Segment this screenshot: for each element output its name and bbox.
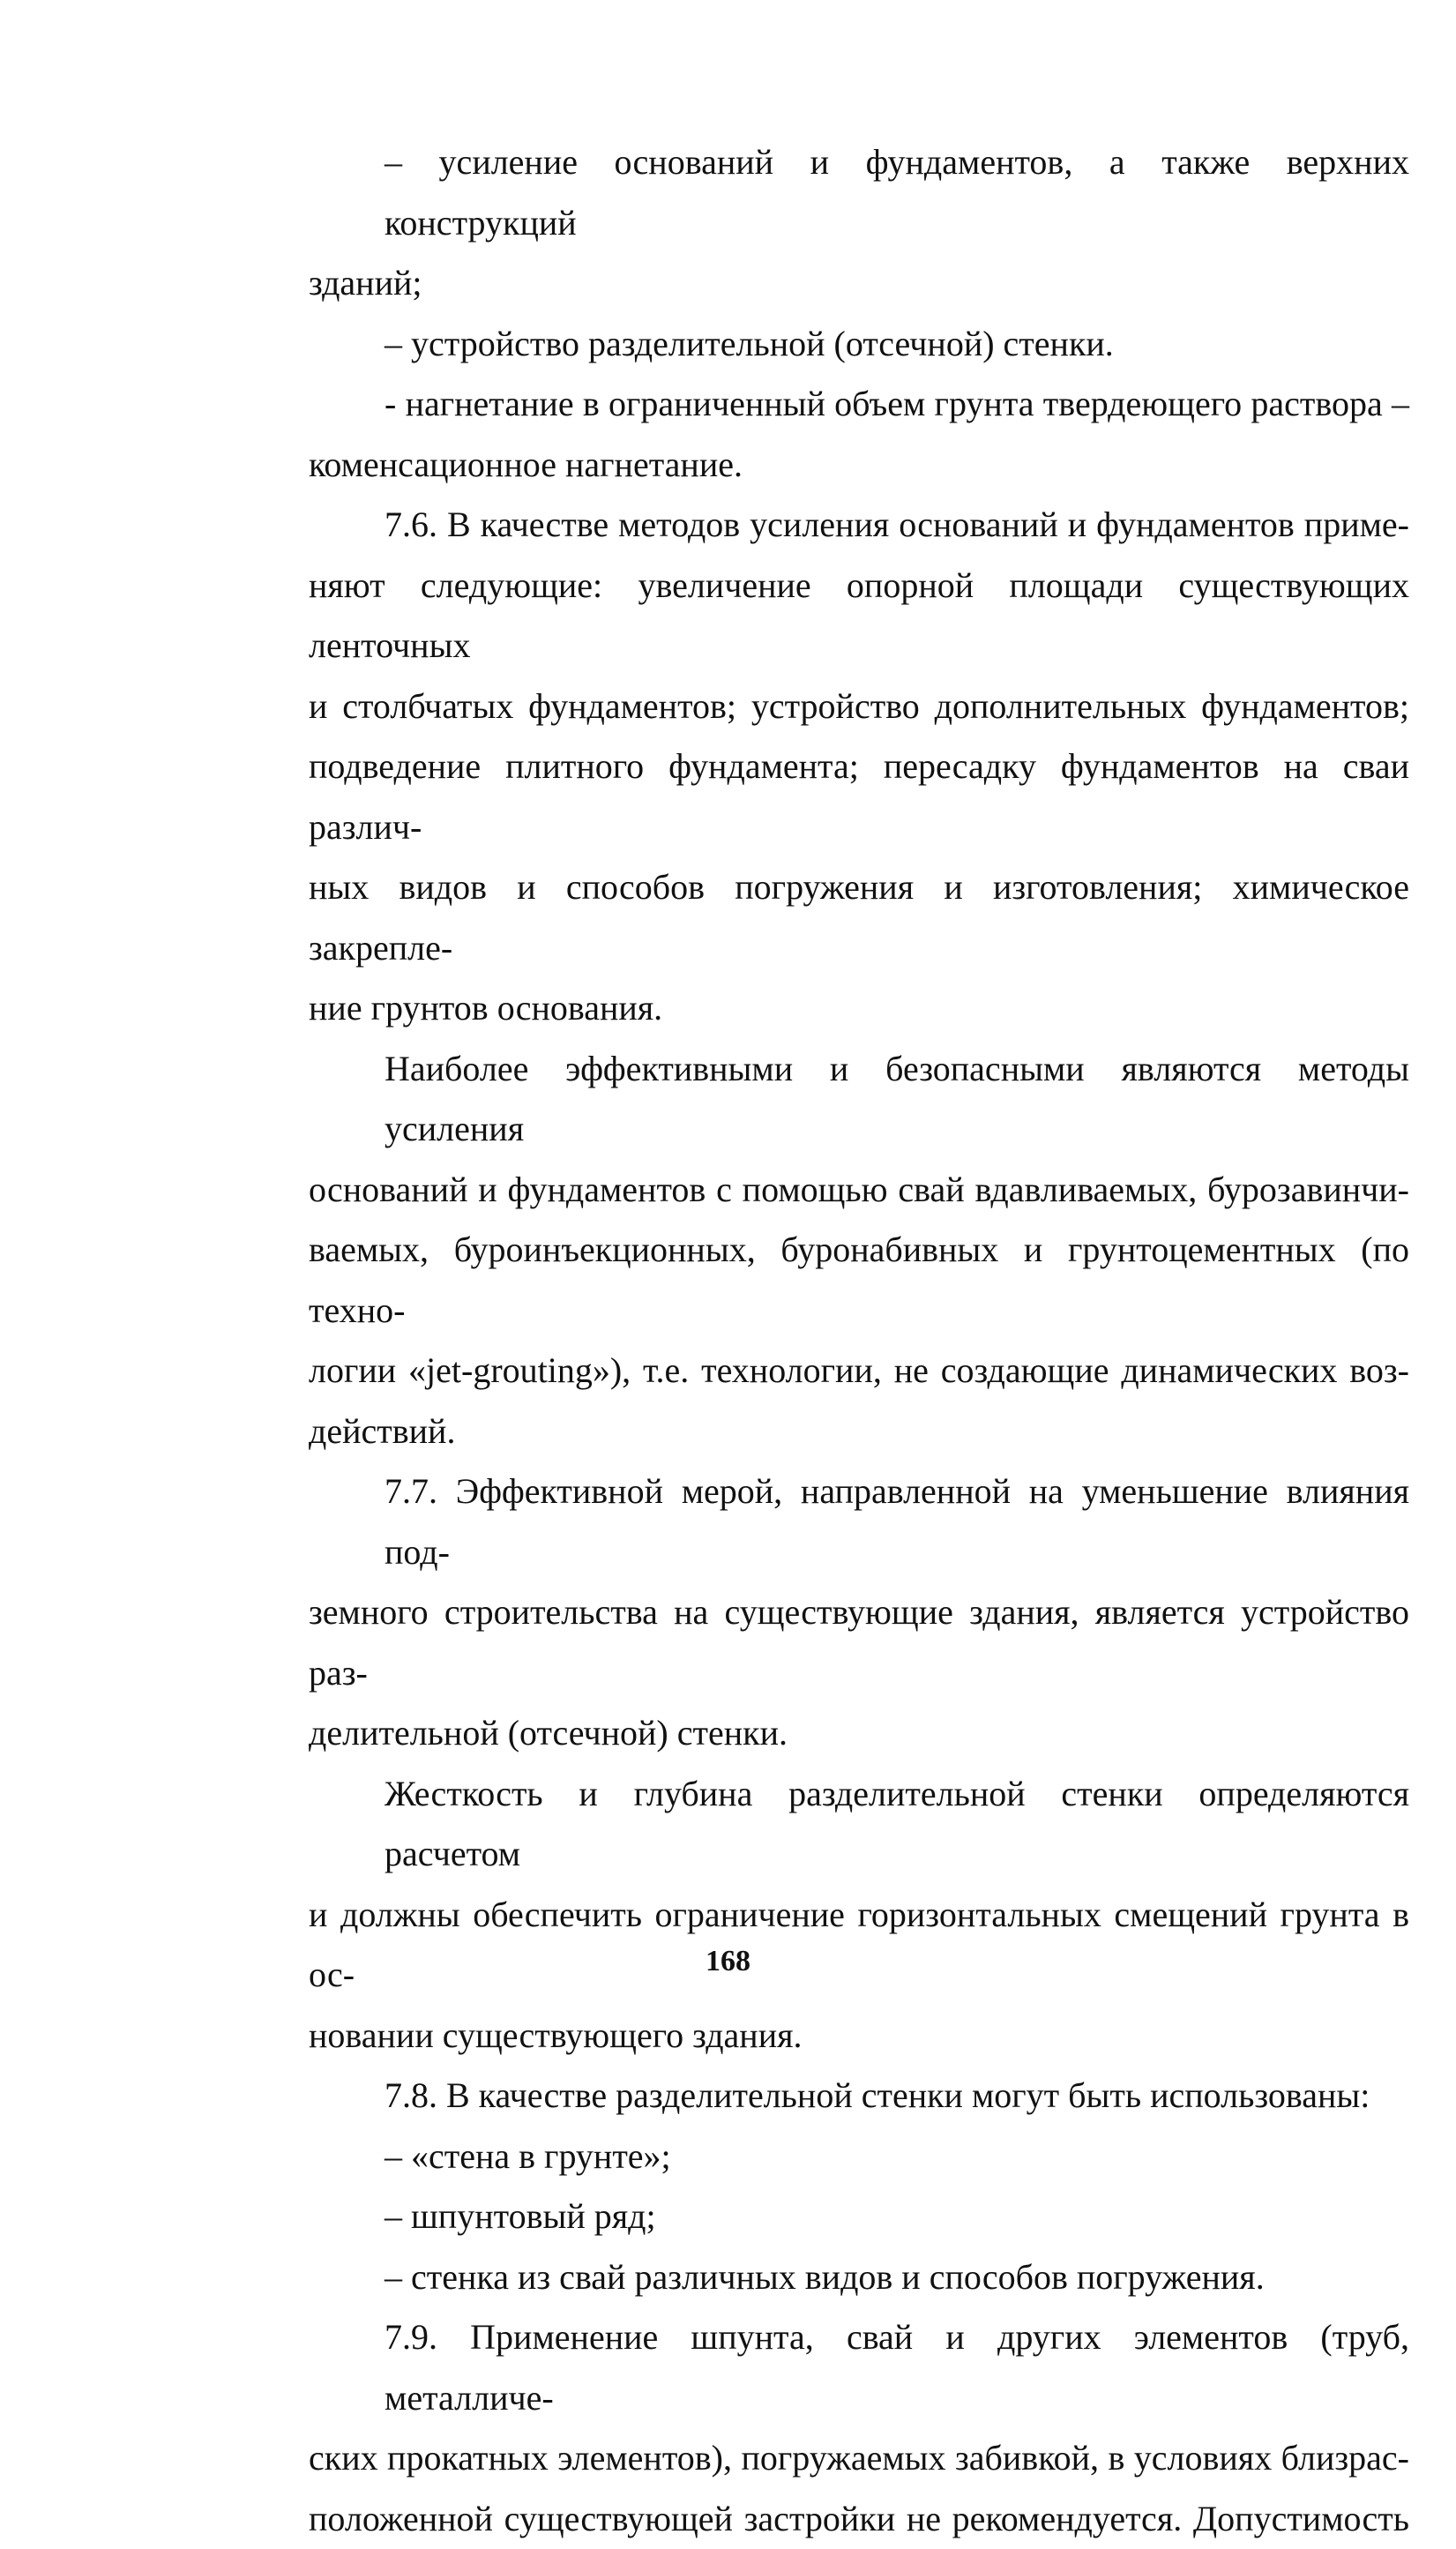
body-text [309, 132, 1409, 2549]
text-line: 7.8. В качестве разделительной стенки могут быть использованы: [309, 2066, 1409, 2127]
text-line: и столбчатых фундаментов; устройство дополнительных фундаментов; [309, 676, 1409, 737]
text-line: ных видов и способов погружения и изготовления; химическое закрепле- [309, 857, 1409, 978]
text-line: положенной существующей застройки не рекомендуется. Допустимость [309, 2489, 1409, 2549]
text-line: новании существующего здания. [309, 2006, 1409, 2067]
text-line: ваемых, буроинъекционных, буронабивных и грунтоцементных (по техно- [309, 1220, 1409, 1341]
page-number: 168 [0, 1945, 1456, 1978]
text-line: няют следующие: увеличение опорной площади существующих ленточных [309, 556, 1409, 676]
text-line: и должны обеспечить ограничение горизонтальных смещений грунта в ос- [309, 1885, 1409, 2006]
text-line: 7.7. Эффективной мерой, направленной на уменьшение влияния под- [309, 1461, 1409, 1582]
text-line: действий. [309, 1402, 1409, 1462]
text-line: логии «jet-grouting»), т.е. технологии, не создающие динамических воз- [309, 1341, 1409, 1402]
text-line: Наиболее эффективными и безопасными являются методы усиления [309, 1039, 1409, 1160]
text-line: зданий; [309, 253, 1409, 314]
text-line: делительной (отсечной) стенки. [309, 1703, 1409, 1764]
text-line: – стенка из свай различных видов и способов погружения. [309, 2247, 1409, 2308]
text-line: комeнсационное нагнетание. [309, 435, 1409, 496]
text-line: 7.9. Применение шпунта, свай и других элементов (труб, металличе- [309, 2307, 1409, 2428]
text-line: ние грунтов основания. [309, 978, 1409, 1039]
text-line: ских прокатных элементов), погружаемых забивкой, в условиях близрас- [309, 2428, 1409, 2489]
text-line: 7.6. В качестве методов усиления оснований и фундаментов приме- [309, 495, 1409, 556]
text-line: – «стена в грунте»; [309, 2127, 1409, 2187]
text-line: – шпунтовый ряд; [309, 2186, 1409, 2247]
text-line: земного строительства на существующие здания, является устройство раз- [309, 1582, 1409, 1703]
text-line: – усиление оснований и фундаментов, а также верхних конструкций [309, 132, 1409, 253]
text-line: подведение плитного фундамента; пересадку фундаментов на сваи различ- [309, 736, 1409, 857]
text-line: - нагнетание в ограниченный объем грунта твердеющего раствора – [309, 374, 1409, 435]
text-line: – устройство разделительной (отсечной) стенки. [309, 314, 1409, 375]
text-line: оснований и фундаментов с помощью свай вдавливаемых, бурозавинчи- [309, 1160, 1409, 1221]
text-line: Жесткость и глубина разделительной стенки определяются расчетом [309, 1764, 1409, 1885]
